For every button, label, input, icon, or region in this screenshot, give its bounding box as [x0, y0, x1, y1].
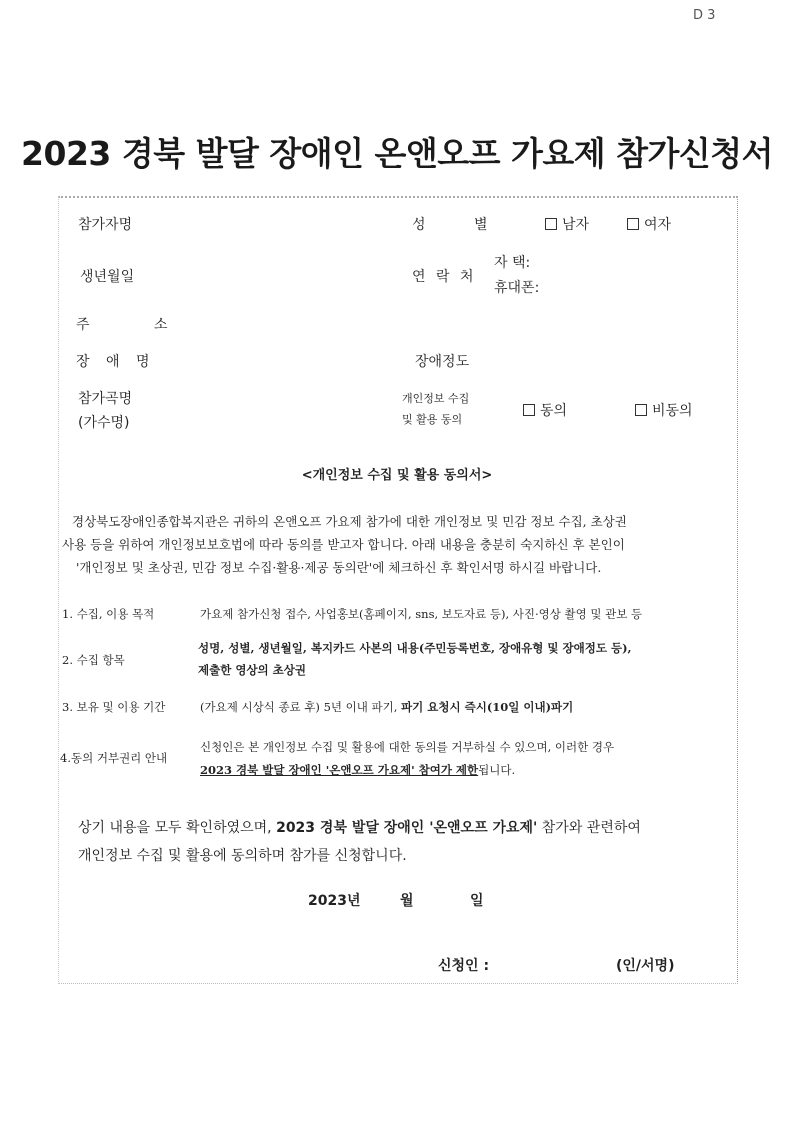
checkbox-icon[interactable] [523, 404, 535, 416]
confirm-line-2: 개인정보 수집 및 활용에 동의하며 참가를 신청합니다. [78, 848, 407, 864]
date-day: 일 [470, 893, 484, 909]
page-title: 2023 경북 발달 장애인 온앤오프 가요제 참가신청서 [21, 134, 773, 173]
consent-intro-line-2: 사용 등을 위하여 개인정보보호법에 따라 동의를 받고자 합니다. 아래 내용을 충분히 숙지하신 후 본인이 [62, 537, 625, 552]
refusal-text-line-1: 신청인은 본 개인정보 수집 및 활용에 대한 동의를 거부하실 수 있으며, 이러한 경우 [200, 740, 615, 754]
items-text-line-2: 제출한 영상의 초상권 [198, 663, 306, 677]
gender-female-option[interactable]: 여자 [627, 214, 671, 234]
items-text-line-1: 성명, 성별, 생년월일, 복지카드 사본의 내용(주민등록번호, 장애유형 및 장애정도 등), [198, 641, 632, 655]
consent-intro-line-1: 경상북도장애인종합복지관은 귀하의 온앤오프 가요제 참가에 대한 개인정보 및 민감 정보 수집, 초상권 [72, 514, 627, 529]
purpose-text: 가요제 참가신청 접수, 사업홍보(홈페이지, sns, 보도자료 등), 사진·영상 촬영 및 관보 등 [200, 607, 643, 621]
refusal-text-line-2: 2023 경북 발달 장애인 '온앤오프 가요제' 참여가 제한됩니다. [200, 763, 516, 777]
consent-intro-line-3: '개인정보 및 초상권, 민감 정보 수집·활용·제공 동의란'에 체크하신 후 확인서명 하시길 바랍니다. [76, 560, 602, 575]
disability-degree-label: 장애정도 [415, 354, 470, 370]
address-label: 주 소 [76, 317, 198, 333]
birth-label: 생년월일 [80, 269, 135, 285]
date-year: 2023년 [308, 893, 361, 909]
gender-male-option[interactable]: 남자 [545, 214, 589, 234]
page-mark: D 3 [693, 8, 716, 23]
privacy-label-1: 개인정보 수집 [402, 392, 470, 405]
applicant-signature-label: 신청인 : [438, 958, 490, 974]
singer-label: (가수명) [78, 415, 130, 431]
retention-label: 3. 보유 및 이용 기간 [62, 700, 166, 714]
refusal-label: 4.동의 거부권리 안내 [60, 751, 168, 765]
items-label: 2. 수집 항목 [62, 653, 125, 667]
applicant-name-label: 참가자명 [78, 217, 133, 233]
disability-name-label: 장 애 명 [76, 354, 156, 370]
seal-signature-label: (인/서명) [616, 958, 675, 974]
privacy-agree-option[interactable]: 동의 [523, 400, 567, 420]
privacy-label-2: 및 활용 동의 [402, 413, 463, 426]
retention-text: (가요제 시상식 종료 후) 5년 이내 파기, 파기 요청시 즉시(10일 이내)파기 [200, 700, 574, 714]
checkbox-icon[interactable] [545, 218, 557, 230]
checkbox-icon[interactable] [635, 404, 647, 416]
song-title-label: 참가곡명 [78, 391, 133, 407]
date-month: 월 [400, 893, 414, 909]
purpose-label: 1. 수집, 이용 목적 [62, 607, 155, 621]
mobile-phone-label: 휴대폰: [494, 280, 540, 296]
gender-label: 성 별 [412, 217, 510, 233]
confirm-line-1: 상기 내용을 모두 확인하였으며, 2023 경북 발달 장애인 '온앤오프 가요제' 참가와 관련하여 [78, 820, 641, 836]
privacy-disagree-option[interactable]: 비동의 [635, 400, 693, 420]
home-phone-label: 자 택: [494, 255, 531, 271]
checkbox-icon[interactable] [627, 218, 639, 230]
contact-label: 연 락 처 [412, 269, 477, 285]
consent-heading: <개인정보 수집 및 활용 동의서> [301, 468, 493, 483]
